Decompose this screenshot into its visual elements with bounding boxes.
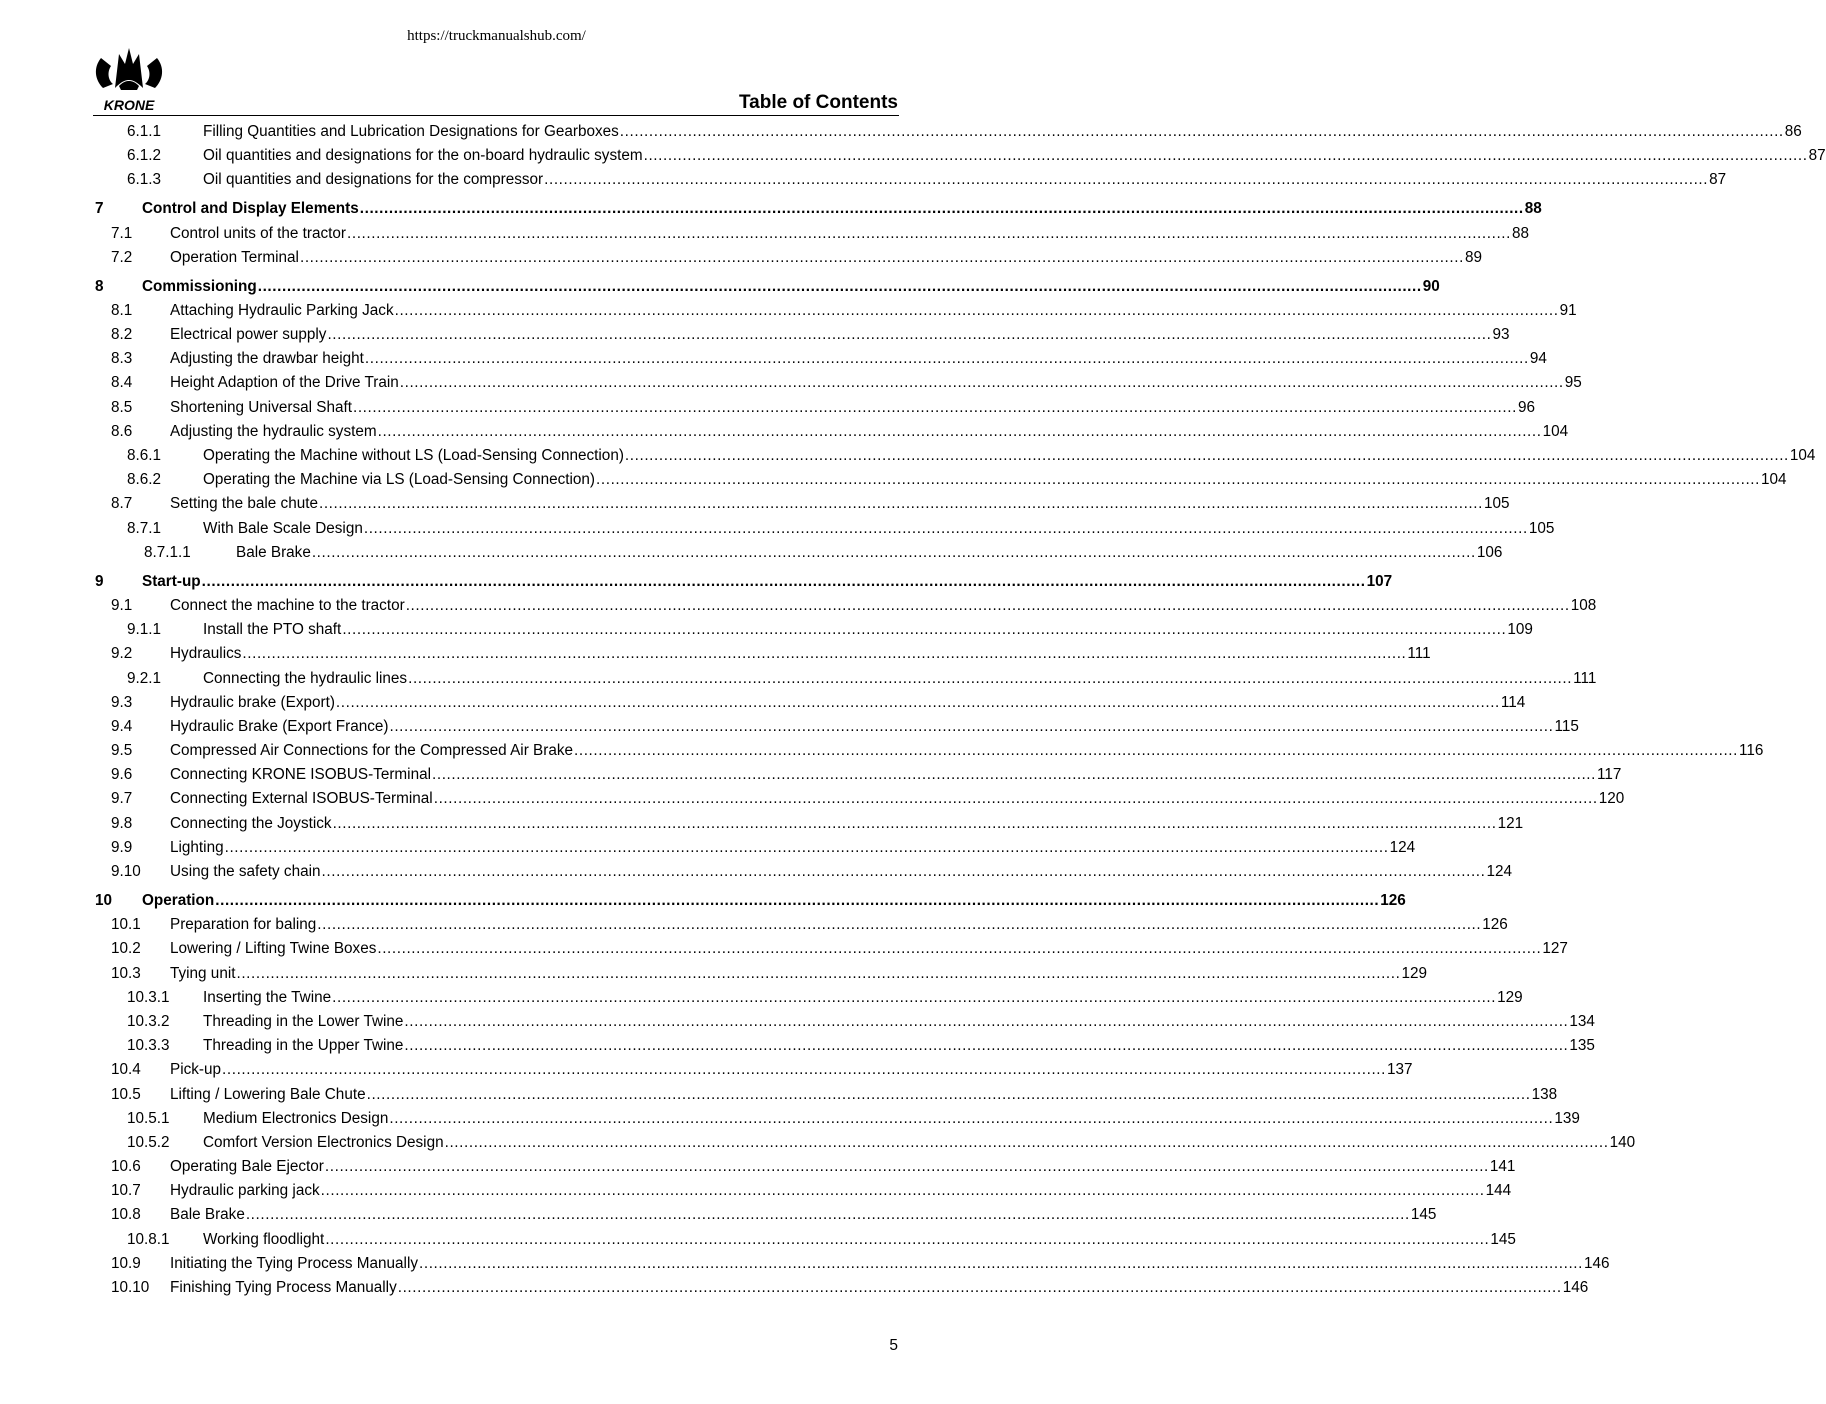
toc-entry-number: 9.5 [111,742,133,760]
toc-entry-page: 104 [1542,422,1569,440]
toc-entry-page: 104 [1789,447,1816,465]
toc-entry-title: Oil quantities and designations for the on-board hydraulic system [203,147,643,165]
toc-entry-line [203,144,1826,168]
toc-entry-title: Hydraulics [170,645,242,663]
toc-dot-leader [620,120,1784,144]
toc-entry-title: Threading in the Upper Twine [203,1037,404,1055]
toc-entry[interactable] [93,836,1416,860]
toc-dot-leader [377,937,1541,961]
toc-entry-line [170,1252,1610,1276]
page-number: 5 [889,1337,898,1354]
toc-entry-line [203,517,1554,541]
toc-entry-line [142,889,1406,913]
toc-entry-number: 10.9 [111,1254,141,1272]
toc-entry-line [170,323,1509,347]
toc-entry[interactable] [93,492,1510,516]
toc-entry-page: 137 [1387,1061,1413,1079]
header-divider [93,115,899,116]
toc-entry-line [170,222,1529,246]
toc-entry-page: 106 [1476,543,1503,561]
toc-dot-leader [644,144,1808,168]
toc-entry-title: Hydraulic parking jack [170,1182,320,1200]
toc-entry-page: 88 [1512,224,1530,242]
toc-dot-leader [327,323,1491,347]
toc-entry[interactable] [93,1010,1595,1034]
toc-entry-number: 9.1.1 [127,621,162,639]
toc-entry-page: 124 [1486,863,1513,881]
toc-entry-line [170,715,1579,739]
toc-dot-leader [202,570,1366,594]
toc-entry-line [236,541,1502,565]
toc-entry[interactable] [93,1203,1437,1227]
toc-entry-line [170,420,1568,444]
toc-entry-title: With Bale Scale Design [203,519,363,537]
toc-entry-line [170,347,1547,371]
table-of-contents [93,120,1826,1300]
toc-entry-page: 111 [1407,645,1431,663]
toc-dot-leader [319,492,1483,516]
toc-entry-page: 126 [1380,892,1406,909]
toc-entry-page: 135 [1569,1037,1595,1055]
toc-dot-leader [342,618,1506,642]
toc-entry-line [170,937,1568,961]
toc-entry-number: 7.2 [111,248,133,266]
toc-dot-leader [333,812,1497,836]
toc-entry-number: 10.8.1 [127,1230,170,1248]
toc-entry[interactable] [93,420,1569,444]
toc-entry-title: Adjusting the hydraulic system [170,422,377,440]
toc-entry-title: Bale Brake [236,543,311,561]
toc-entry[interactable] [93,667,1597,691]
toc-entry-title: Attaching Hydraulic Parking Jack [170,301,394,319]
toc-entry-line [170,787,1624,811]
toc-entry-page: 129 [1497,988,1523,1006]
toc-dot-leader [596,468,1760,492]
toc-dot-leader [400,371,1564,395]
toc-entry[interactable] [93,1131,1636,1155]
toc-dot-leader [236,962,1400,986]
toc-entry-title: Filling Quantities and Lubrication Designations for Gearboxes [203,123,619,140]
toc-entry-title: Electrical power supply [170,326,327,344]
toc-entry[interactable] [93,222,1530,246]
toc-dot-leader [378,420,1542,444]
toc-entry-number: 10.3.1 [127,988,170,1006]
toc-entry[interactable] [93,444,1816,468]
toc-entry-number: 6.1.2 [127,147,162,165]
toc-dot-leader [404,1034,1568,1058]
toc-dot-leader [408,667,1572,691]
toc-entry-page: 94 [1529,350,1547,368]
toc-entry[interactable] [93,517,1555,541]
toc-dot-leader [312,541,1476,565]
toc-entry-title: Adjusting the drawbar height [170,350,364,368]
toc-dot-leader [322,860,1486,884]
toc-entry-number: 8.3 [111,350,133,368]
toc-entry[interactable] [93,197,1542,221]
toc-entry-page: 146 [1584,1254,1610,1272]
toc-entry-page: 117 [1597,766,1622,784]
toc-entry[interactable] [93,1179,1512,1203]
toc-entry-page: 111 [1573,669,1597,687]
toc-dot-leader [360,197,1524,221]
toc-entry-page: 134 [1569,1012,1595,1030]
toc-entry-page: 105 [1528,519,1555,537]
toc-entry[interactable] [93,812,1524,836]
toc-entry[interactable] [93,1276,1589,1300]
toc-entry-line [203,468,1787,492]
toc-entry-page: 109 [1507,621,1533,639]
toc-entry-title: Working floodlight [203,1230,325,1248]
toc-entry-number: 9.10 [111,863,141,881]
toc-entry-line [170,246,1482,270]
toc-entry-number: 9.2 [111,645,133,663]
toc-entry-line [170,962,1427,986]
toc-entry[interactable] [93,371,1582,395]
toc-entry-number: 7 [95,200,104,218]
toc-entry-title: Control units of the tractor [170,224,346,242]
source-url: https://truckmanualshub.com/ [407,28,586,44]
toc-entry-number: 9.2.1 [127,669,162,687]
toc-dot-leader [332,986,1496,1010]
toc-dot-leader [246,1203,1410,1227]
toc-entry-number: 8.6.2 [127,471,162,489]
toc-entry-page: 104 [1761,471,1787,489]
toc-dot-leader [347,222,1511,246]
toc-entry-line [203,618,1533,642]
toc-dot-leader [398,1276,1562,1300]
toc-entry-title: Hydraulic Brake (Export France) [170,717,389,735]
toc-entry-title: Compressed Air Connections for the Compressed Air Brake [170,742,573,760]
toc-entry[interactable] [93,763,1622,787]
toc-entry-title: Install the PTO shaft [203,621,342,639]
toc-dot-leader [353,396,1517,420]
toc-entry-page: 88 [1524,200,1542,218]
toc-entry-title: Bale Brake [170,1206,245,1224]
toc-entry[interactable] [93,1034,1595,1058]
toc-entry-title: Comfort Version Electronics Design [203,1133,444,1151]
toc-dot-leader [625,444,1789,468]
toc-entry-line [170,739,1763,763]
toc-entry-line [203,986,1523,1010]
toc-entry-line [203,1131,1635,1155]
toc-entry-number: 10.7 [111,1182,141,1200]
toc-entry[interactable] [93,1252,1610,1276]
toc-entry-line [170,812,1523,836]
toc-entry[interactable] [93,1058,1413,1082]
toc-entry-title: Connect the machine to the tractor [170,596,405,614]
toc-entry[interactable] [93,246,1482,270]
toc-entry-title: Connecting External ISOBUS-Terminal [170,790,433,808]
toc-entry-line [170,396,1535,420]
toc-entry-number: 10 [95,892,113,909]
toc-entry-page: 96 [1517,398,1535,416]
toc-entry-line [170,594,1596,618]
toc-entry-number: 10.3.2 [127,1012,170,1030]
toc-entry[interactable] [93,144,1826,168]
toc-entry-page: 140 [1609,1133,1636,1151]
toc-entry-page: 144 [1485,1182,1512,1200]
toc-entry-title: Connecting the hydraulic lines [203,669,408,687]
toc-entry-number: 10.10 [111,1279,150,1296]
toc-entry-page: 127 [1542,940,1568,958]
toc-entry[interactable] [93,323,1510,347]
toc-entry[interactable] [93,275,1440,299]
toc-entry-title: Operation [142,892,215,909]
toc-dot-leader [395,299,1559,323]
toc-dot-leader [364,517,1528,541]
toc-entry-number: 9.3 [111,693,133,711]
toc-dot-leader [419,1252,1583,1276]
toc-entry[interactable] [93,787,1625,811]
toc-entry-number: 8.6 [111,422,133,440]
toc-entry-line [142,197,1542,221]
toc-entry[interactable] [93,396,1535,420]
toc-entry-line [170,1155,1515,1179]
toc-entry-number: 9.6 [111,766,133,784]
toc-dot-leader [325,1228,1489,1252]
toc-dot-leader [544,168,1708,192]
toc-dot-leader [574,739,1738,763]
toc-entry-line [142,570,1392,594]
toc-entry[interactable] [93,986,1523,1010]
toc-entry[interactable] [93,642,1431,666]
toc-entry-page: 129 [1401,964,1428,982]
toc-entry-line [170,836,1415,860]
toc-entry-line [170,1083,1557,1107]
toc-dot-leader [406,594,1570,618]
toc-entry-number: 8.1 [111,301,133,319]
toc-entry-line [170,1203,1436,1227]
toc-entry-number: 9.9 [111,838,133,856]
toc-entry-number: 10.5 [111,1085,141,1103]
toc-entry-title: Lighting [170,838,224,856]
toc-entry-title: Inserting the Twine [203,988,332,1006]
toc-entry-number: 6.1.1 [127,123,162,140]
toc-entry[interactable] [93,120,1802,144]
toc-entry-number: 9.7 [111,790,133,808]
toc-entry-page: 87 [1709,171,1727,189]
toc-entry-page: 145 [1490,1230,1516,1248]
toc-entry-number: 8.7.1 [127,519,162,537]
toc-entry-page: 139 [1554,1109,1580,1127]
toc-dot-leader [300,246,1464,270]
toc-entry-page: 89 [1464,248,1482,266]
toc-entry-title: Setting the bale chute [170,495,318,513]
toc-dot-leader [389,715,1553,739]
toc-entry-number: 8.6.1 [127,447,162,465]
toc-entry-title: Pick-up [170,1061,222,1079]
toc-entry-page: 95 [1564,374,1582,392]
toc-entry-line [170,860,1512,884]
toc-entry-page: 114 [1500,693,1526,711]
toc-entry-title: Preparation for baling [170,916,317,934]
toc-entry-number: 10.3 [111,964,141,982]
toc-entry-line [170,763,1621,787]
toc-entry-title: Lifting / Lowering Bale Chute [170,1085,366,1103]
toc-entry[interactable] [93,715,1579,739]
toc-dot-leader [325,1155,1489,1179]
toc-dot-leader [367,1083,1531,1107]
toc-entry-title: Lowering / Lifting Twine Boxes [170,940,377,958]
toc-entry-line [170,1276,1588,1300]
toc-entry-title: Hydraulic brake (Export) [170,693,335,711]
toc-entry-title: Commissioning [142,277,257,295]
toc-entry-line [203,667,1596,691]
toc-dot-leader [258,275,1422,299]
toc-entry-line [203,1107,1580,1131]
toc-dot-leader [365,347,1529,371]
toc-entry[interactable] [93,860,1513,884]
toc-entry-number: 9.4 [111,717,133,735]
toc-entry-line [203,1010,1595,1034]
toc-entry-page: 87 [1808,147,1826,165]
toc-entry[interactable] [93,1228,1516,1252]
toc-entry-title: Finishing Tying Process Manually [170,1279,397,1296]
toc-entry-number: 9.8 [111,814,133,832]
toc-entry[interactable] [93,570,1393,594]
toc-dot-leader [434,787,1598,811]
toc-entry-page: 105 [1483,495,1510,513]
toc-entry-title: Tying unit [170,964,236,982]
toc-entry-title: Connecting KRONE ISOBUS-Terminal [170,766,431,784]
toc-entry-title: Operation Terminal [170,248,299,266]
toc-entry[interactable] [93,1107,1580,1131]
toc-entry[interactable] [93,299,1577,323]
toc-entry-title: Connecting the Joystick [170,814,332,832]
toc-entry[interactable] [93,739,1764,763]
toc-entry-title: Medium Electronics Design [203,1109,389,1127]
toc-entry-line [203,444,1815,468]
toc-entry-number: 10.1 [111,916,141,934]
toc-entry[interactable] [93,691,1526,715]
toc-entry-page: 124 [1389,838,1416,856]
toc-entry-number: 8.7 [111,495,133,513]
toc-entry-line [170,642,1431,666]
toc-entry[interactable] [93,962,1428,986]
toc-dot-leader [225,836,1389,860]
toc-entry-line [142,275,1440,299]
toc-entry-line [203,1228,1516,1252]
toc-entry-line [170,371,1582,395]
toc-entry-number: 8.4 [111,374,133,392]
toc-entry-title: Start-up [142,572,201,590]
toc-entry-title: Threading in the Lower Twine [203,1012,404,1030]
toc-entry-number: 7.1 [111,224,133,242]
toc-entry-number: 8.5 [111,398,133,416]
toc-entry[interactable] [93,168,1727,192]
toc-entry-title: Height Adaption of the Drive Train [170,374,399,392]
toc-entry-number: 10.5.1 [127,1109,170,1127]
toc-entry[interactable] [93,347,1547,371]
toc-entry-page: 121 [1497,814,1524,832]
toc-entry[interactable] [93,541,1503,565]
toc-entry-page: 126 [1482,916,1508,934]
toc-dot-leader [336,691,1500,715]
toc-entry-page: 116 [1739,742,1764,760]
toc-entry[interactable] [93,913,1508,937]
toc-entry-line [170,299,1577,323]
toc-entry-line [170,691,1525,715]
toc-entry-number: 8.7.1.1 [144,543,191,561]
toc-entry-title: Initiating the Tying Process Manually [170,1254,418,1272]
toc-entry[interactable] [93,468,1787,492]
toc-entry-line [203,1034,1595,1058]
toc-dot-leader [222,1058,1386,1082]
toc-entry-page: 108 [1570,596,1597,614]
toc-entry-line [203,120,1802,144]
toc-entry-title: Using the safety chain [170,863,321,881]
toc-entry-page: 141 [1489,1158,1516,1176]
toc-entry-page: 146 [1562,1279,1589,1296]
toc-dot-leader [321,1179,1485,1203]
toc-entry-line [203,168,1726,192]
toc-entry-number: 9.1 [111,596,133,614]
page-title: Table of Contents [738,92,898,113]
logo-wordmark: KRONE [103,97,155,113]
toc-dot-leader [317,913,1481,937]
toc-entry-title: Control and Display Elements [142,200,359,218]
toc-dot-leader [242,642,1406,666]
toc-entry-page: 91 [1559,301,1577,319]
toc-dot-leader [445,1131,1609,1155]
toc-entry[interactable] [93,1083,1558,1107]
toc-entry-title: Operating the Machine via LS (Load-Sensing Connection) [203,471,596,489]
toc-entry[interactable] [93,1155,1516,1179]
toc-entry-page: 120 [1598,790,1625,808]
toc-entry-number: 10.6 [111,1158,141,1176]
toc-entry-number: 10.5.2 [127,1133,170,1151]
toc-entry-number: 9 [95,572,104,590]
toc-entry-number: 8 [95,277,104,295]
toc-entry-page: 90 [1422,277,1440,295]
toc-entry-number: 10.4 [111,1061,141,1079]
toc-entry-number: 8.2 [111,326,133,344]
toc-entry-line [170,1058,1413,1082]
toc-entry-line [170,492,1510,516]
toc-entry-page: 145 [1410,1206,1437,1224]
toc-entry-page: 107 [1366,572,1393,590]
toc-entry-page: 138 [1531,1085,1558,1103]
toc-entry[interactable] [93,889,1406,913]
toc-entry-number: 10.8 [111,1206,141,1224]
toc-entry-number: 6.1.3 [127,171,162,189]
toc-entry[interactable] [93,618,1533,642]
toc-entry-title: Operating Bale Ejector [170,1158,324,1176]
toc-dot-leader [432,763,1596,787]
toc-entry[interactable] [93,937,1568,961]
toc-entry-line [170,1179,1511,1203]
toc-entry-page: 115 [1554,717,1579,735]
toc-entry-line [170,913,1508,937]
toc-entry-title: Shortening Universal Shaft [170,398,352,416]
toc-entry[interactable] [93,594,1597,618]
toc-entry-number: 10.3.3 [127,1037,170,1055]
toc-dot-leader [215,889,1379,913]
toc-entry-title: Oil quantities and designations for the compressor [203,171,544,189]
krone-logo [93,44,165,114]
toc-dot-leader [389,1107,1553,1131]
toc-dot-leader [404,1010,1568,1034]
toc-entry-title: Operating the Machine without LS (Load-Sensing Connection) [203,447,624,465]
toc-entry-page: 86 [1784,123,1802,140]
toc-entry-number: 10.2 [111,940,141,958]
toc-entry-page: 93 [1492,326,1510,344]
